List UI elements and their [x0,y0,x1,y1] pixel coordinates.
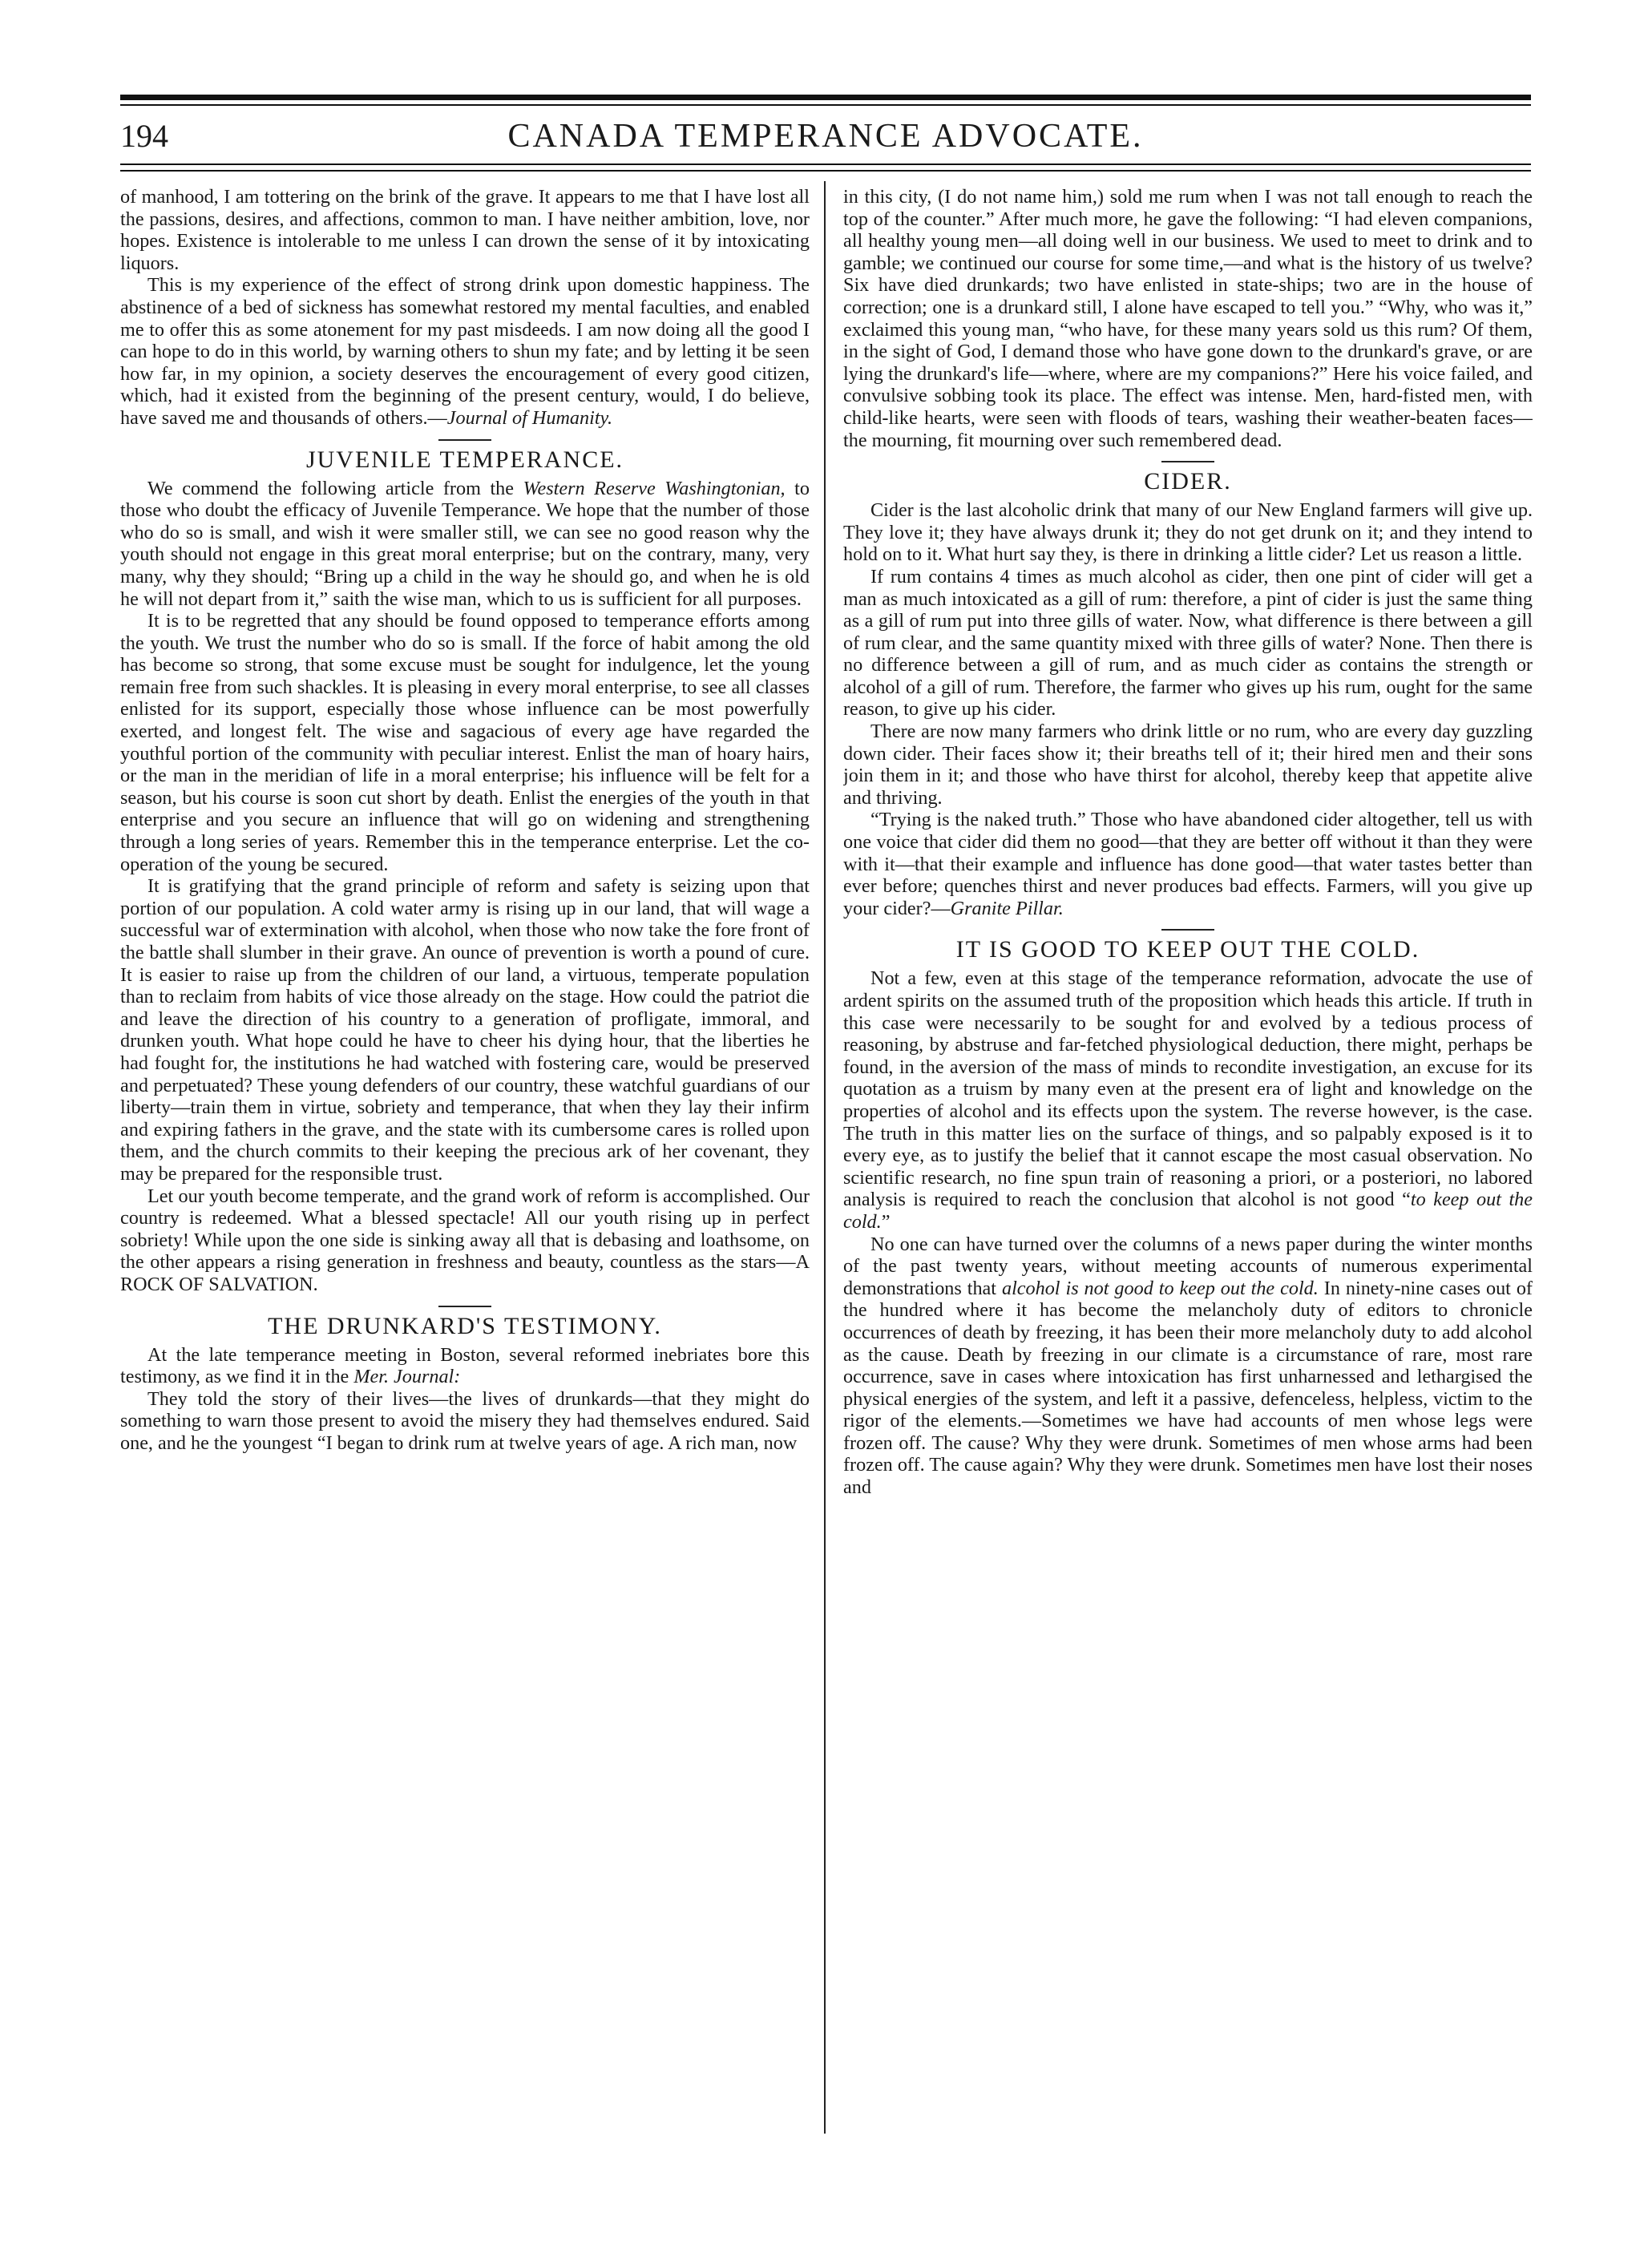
paragraph: They told the story of their lives—the lives of drunkards—that they might do something to warn those present to avoid the misery they had themselves endured. Said one, and he the youngest “I began to drink rum at twelve years of age. A rich man, now [120,1387,810,1454]
paragraph-text: ” [881,1210,891,1233]
left-column [120,186,810,2134]
heading-cider: CIDER. [1144,468,1232,495]
masthead [120,114,1531,159]
header-rule-thick [120,95,1531,100]
quoted-phrase: to keep out the cold. [843,1189,1533,1233]
paragraph [843,809,1533,919]
paragraph: There are now many farmers who drink little or no rum, who are every day guzzling down cider. Their faces show it; their breaths tell of it; their hired men and their sons join them in it; and those who have thirst for alcohol, thereby keep that appetite alive and thriving. [843,721,1533,809]
paragraph: of manhood, I am tottering on the brink of the grave. It appears to me that I have lost all the passions, desires, and affections, common to man. I have neither ambition, love, nor hopes. Existence is intolerable to me unless I can drown the sense of it by intoxicating liquors. [120,186,810,274]
source-citation: Western Reserve Washingtonian, [523,477,786,499]
header-rule-thin [120,104,1531,106]
paragraph: It is gratifying that the grand principle of reform and safety is seizing upon that portion of our population. A cold water army is rising up in our land, that will wage a successful war of extermination with alcohol, when those who now take the fore front of the battle shall slumber in their grave. An ounce of prevention is worth a pound of cure. It is easier to raise up from the children of our land, a virtuous, temperate population than to reclaim from habits of vice those already on the stage. How could the patriot die and leave the direction of his country to a generation of profligate, immoral, and drunken youth. What hope could he have to cheer his dying hour, that the liberties he had fought for, the institutions he had watched with fostering care, would be preserved and perpetuated? These young defenders of our country, these watchful guardians of our liberty—train them in virtue, sobriety and temperance, that when they lay their infirm and expiring fathers in the grave, and the state with its cumbersome cares is rolled upon them, and the church commits to their keeping the precious ark of her covenant, they may be prepared for the responsible trust. [120,875,810,1185]
source-citation: Mer. Journal: [353,1366,461,1388]
emphasis-text: alcohol is not good to keep out the cold. [1001,1277,1319,1299]
section-separator [1161,461,1214,462]
paragraph-text: “Trying is the naked truth.” Those who have abandoned cider altogether, tell us with one voice that cider did them no good—that they are better off without it than they were with it—that their example and influence has done good—that water tastes better than ever before; quenches thirst and never produces bad effects. Farmers, will you give up your cider?— [843,809,1533,919]
section-separator [438,439,491,441]
section-separator [438,1306,491,1307]
paragraph [843,967,1533,1233]
section-separator [1161,929,1214,931]
paragraph [120,1344,810,1388]
paragraph-text: Not a few, even at this stage of the temperance reformation, advocate the use of ardent spirits on the assumed truth of the proposition which heads this article. If truth in this case were necessarily to be sought for and evolved by a tedious process of reasoning, by abstruse and far-fetched physiological deduction, there might, perhaps be found, in the aversion of the mass of minds to recondite investigation, an excuse for its quotation as a truism by many even at the present era of light and knowledge on the properties of alcohol and its effects upon the system. The reverse however, is the case. The truth in this matter lies on the surface of things, and so palpably exposed is it to every eye, as to justify the belief that it cannot escape the most casual observation. No scientific research, no fine spun train of reasoning a priori, or a posteriori, no labored analysis is required to reach the conclusion that alcohol is not good “ [843,967,1533,1211]
heading-keep-out-the-cold: IT IS GOOD TO KEEP OUT THE COLD. [955,936,1420,963]
paragraph-text: No one can have turned over the columns of a news paper during the winter months of the past twenty years, without meeting accounts of numerous experimental demonstrations that [843,1233,1533,1299]
paragraph: Cider is the last alcoholic drink that many of our New England farmers will give up. They love it; they have always drunk it; they do not get drunk on it; and they intend to hold on to it. What hurt say they, is there in drinking a little cider? Let us reason a little. [843,499,1533,566]
source-citation: Granite Pillar. [950,897,1064,919]
paragraph-text: We commend the following article from the [147,477,523,499]
column-divider [824,181,826,2134]
source-citation: Journal of Humanity. [446,406,612,429]
paragraph [120,478,810,611]
paragraph [120,274,810,429]
heading-drunkards-testimony: THE DRUNKARD'S TESTIMONY. [268,1312,662,1339]
paragraph-text: At the late temperance meeting in Boston, several reformed inebriates bore this testimony, as we find it in the [120,1343,810,1388]
paragraph: Let our youth become temperate, and the grand work of reform is accomplished. Our country is redeemed. What a blessed spectacle! All our youth rising up in perfect sobriety! While upon the one side is sinking away all that is debasing and loathsome, on the other appears a rising generation in freshness and beauty, countless as the stars—A ROCK OF SALVATION. [120,1185,810,1295]
paragraph [843,1234,1533,1499]
masthead-underline [120,164,1531,165]
right-column [843,186,1533,2134]
publication-title: CANADA TEMPERANCE ADVOCATE. [507,118,1144,155]
paragraph: It is to be regretted that any should be found opposed to temperance efforts among the youth. We trust the number who do so is small. If the force of habit among the old has become so strong, that some excuse must be sought for indulgence, let the young remain free from such shackles. It is pleasing in every moral enterprise, to see all classes enlisted for its support, especially those whose influence can be most powerfully exerted, and longest felt. The wise and sagacious of every age have regarded the youthful portion of the community with peculiar interest. Enlist the man of hoary hairs, or the man in the meridian of life in a moral enterprise; his influence will be felt for a season, but his course is soon cut short by death. Enlist the energies of the youth in that enterprise and you secure an influence that will go on widening and strengthening through a long series of years. Remember this in the temperance enterprise. Let the co-operation of the young be secured. [120,610,810,875]
heading-juvenile-temperance: JUVENILE TEMPERANCE. [305,446,624,473]
masthead-underline-2 [120,170,1531,172]
paragraph-text: This is my experience of the effect of strong drink upon domestic happiness. The abstinence of a bed of sickness has somewhat restored my mental faculties, and enabled me to offer this as some atonement for my past misdeeds. I am now doing all the good I can hope to do in this world, by warning others to shun my fate; and by letting it be seen how far, in my opinion, a society deserves the encouragement of every good citizen, which, had it existed from the beginning of the present century, would, I do believe, have saved me and thousands of others.— [120,274,810,429]
paragraph-text: In ninety-nine cases out of the hundred where it has become the melancholy duty of editors to chronicle occurrences of death by freezing, it has been their more melancholy duty to add alcohol as the cause. Death by freezing in our climate is a circumstance of rare, most rare occurrence, save in cases where intoxication has first unharnessed and lethargised the physical energies of the system, and left it a passive, defenceless, helpless, victim to the rigor of the elements.—Sometimes we have had accounts of men whose legs were frozen off. The cause? Why they were drunk. Sometimes of men whose arms had been frozen off. The cause again? Why they were drunk. Sometimes men have lost their noses and [843,1277,1533,1499]
page-number: 194 [120,118,168,154]
paragraph-text: to those who doubt the efficacy of Juvenile Temperance. We hope that the number of those who do so is small, and wish it were smaller still, we can see no good reason why the youth should not engage in this great moral enterprise; but on the contrary, many, very many, why they should; “Bring up a child in the way he should go, and when he is old he will not depart from it,” saith the wise man, which to us is sufficient for all purposes. [120,477,810,610]
paragraph: in this city, (I do not name him,) sold me rum when I was not tall enough to reach the top of the counter.” After much more, he gave the following: “I had eleven companions, all healthy young men—all doing well in our business. We used to meet to drink and to gamble; we continued our course for some time,—and what is the history of us twelve? Six have died drunkards; two have enlisted in state-ships; two are in the house of correction; one is a drunkard still, I alone have escaped to tell you.” “Why, who was it,” exclaimed this young man, “who have, for these many years sold us this rum? Of them, in the sight of God, I demand those who have gone down to the drunkard's grave, or are lying the drunkard's life—where, where are my companions?” Here his voice failed, and convulsive sobbing took its place. The effect was intense. Men, hard-fisted men, with child-like hearts, were seen with floods of tears, washing their weather-beaten faces—the mourning, fit mourning over such remembered dead. [843,186,1533,451]
paragraph: If rum contains 4 times as much alcohol as cider, then one pint of cider will get a man as much intoxicated as a gill of rum: therefore, a pint of cider is just the same thing as a gill of rum put into three gills of water. Now, what difference is there between a gill of rum clear, and the same quantity mixed with three gills of water? None. Then there is no difference between a gill of rum, and as much cider as contains the strength or alcohol of a gill of rum. Therefore, the farmer who gives up his rum, ought for the same reason, to give up his cider. [843,565,1533,721]
